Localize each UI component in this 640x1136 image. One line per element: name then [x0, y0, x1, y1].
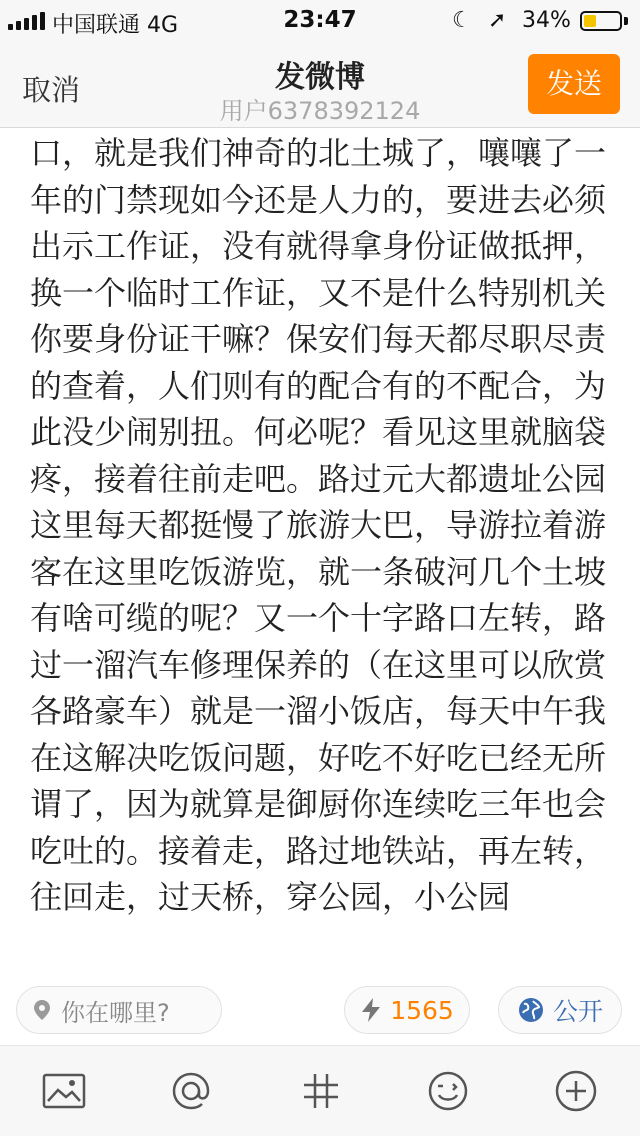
status-bar [0, 0, 640, 40]
globe-icon [517, 996, 545, 1024]
moon-icon: ☾ [452, 8, 472, 33]
visibility-button[interactable] [498, 986, 622, 1034]
status-time: 23:47 [283, 7, 357, 33]
score-value: 1565 [390, 995, 454, 1025]
location-pin-icon [31, 999, 53, 1021]
nav-bar [0, 40, 640, 128]
location-button[interactable] [16, 986, 222, 1034]
cancel-button[interactable]: 取消 [22, 73, 81, 107]
emoji-icon[interactable] [423, 1066, 473, 1116]
add-icon[interactable] [551, 1066, 601, 1116]
compose-area[interactable] [0, 128, 640, 974]
compose-text[interactable]: 口，就是我们神奇的北土城了，嚷嚷了一年的门禁现如今还是人力的，要进去必须出示工作证，没有就得拿身份证做抵押，换一个临时工作证，又不是什么特别机关你要身份证干嘛？保安们每天都尽职尽责的查着，人们则有的配合有的不配合，为此没少闹别扭。何必呢？看见这里就脑袋疼，接着往前走吧。路过元大都遗址公园这里每天都挺慢了旅游大巴，导游拉着游客在这里吃饭游览，就一条破河几个土坡有啥可缆的呢？又一个十字路口左转，路过一溜汽车修理保养的（在这里可以欣赏各路豪车）就是一溜小饭店，每天中午我在这解决吃饭问题，好吃不好吃已经无所谓了，因为就算是御厨你连续吃三年也会吃吐的。接着走，路过地铁站，再左转，往回走，过天桥，穿公园，小公园 [30, 134, 607, 916]
carrier-label: 中国联通 4G [52, 13, 179, 38]
image-icon[interactable] [39, 1066, 89, 1116]
score-button[interactable] [344, 986, 470, 1034]
account-name: 用户6378392124 [219, 97, 421, 125]
page-title: 发微博 [275, 60, 365, 95]
location-placeholder: 你在哪里? [61, 998, 170, 1027]
hashtag-icon[interactable] [296, 1066, 346, 1116]
battery-fill [584, 15, 596, 27]
compose-toolbar [0, 1046, 640, 1136]
location-arrow-icon: ➚ [488, 8, 507, 33]
attachment-row [0, 974, 640, 1046]
visibility-label: 公开 [552, 997, 603, 1026]
send-button[interactable]: 发送 [528, 54, 620, 114]
battery-tip [624, 17, 628, 25]
at-mention-icon[interactable] [166, 1066, 216, 1116]
battery-percent: 34% [522, 8, 571, 33]
lightning-icon [360, 997, 382, 1023]
battery-icon [580, 11, 622, 31]
